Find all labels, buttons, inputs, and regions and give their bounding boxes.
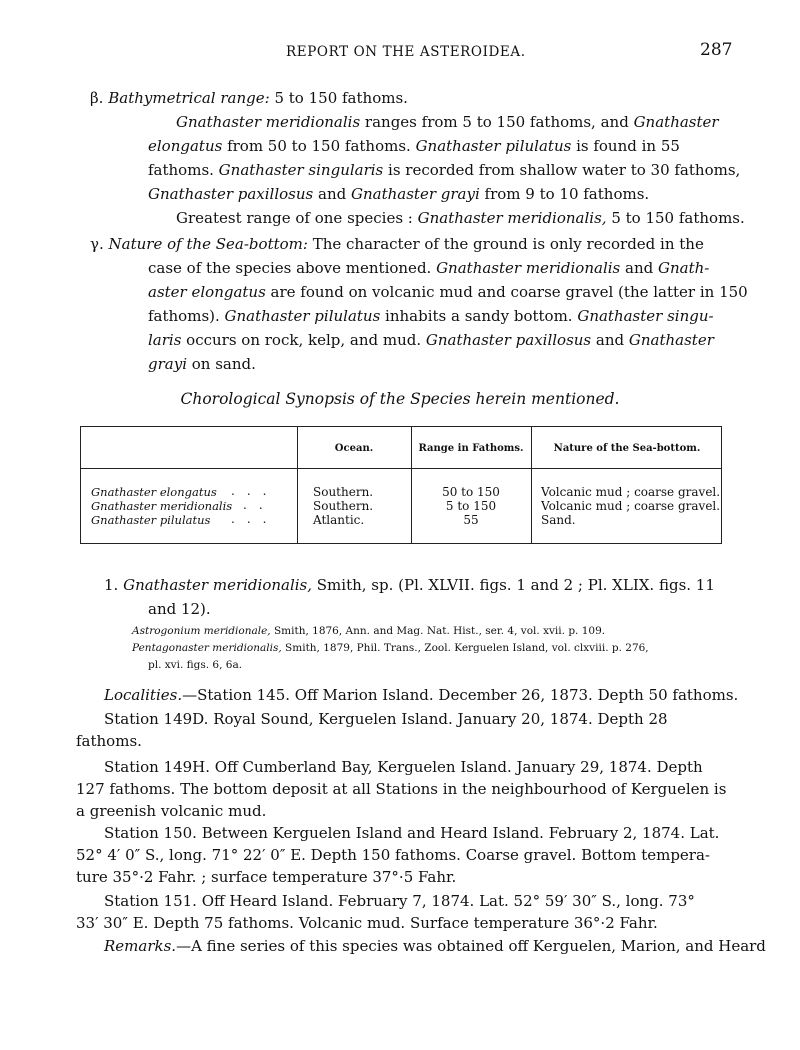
cell-range: 50 to 150 [442,485,500,499]
text-run: case of the species above mentioned. [148,259,437,277]
species-name: Gnathaster singu- [577,307,714,325]
beta-heading-line [90,86,408,110]
localities-line: fathoms. [76,732,142,750]
text-run: Smith, 1879, Phil. Trans., Zool. Kerguelen Island, vol. clxviii. p. 276, [281,642,649,654]
text-run: occurs on rock, kelp, and mud. [181,331,426,349]
text-run: and [591,331,629,349]
text-run: from 50 to 150 fathoms. [222,137,416,155]
species-name: Gnathaster [633,113,719,131]
species-name: Gnathaster grayi [351,185,480,203]
cell-ocean: Southern. [313,499,374,513]
cell-bottom: Volcanic mud ; coarse gravel. [541,485,721,499]
text-run: from 9 to 10 fathoms. [479,185,650,203]
cell-species: Gnathaster elongatus [91,485,217,499]
synopsis-table [80,426,722,544]
text-run: on sand. [187,355,256,373]
text-run: The character of the ground is only recorded in the [307,235,704,253]
text-run: —A fine series of this species was obtained off Kerguelen, Marion, and Heard [176,937,766,955]
text-run: Smith, 1876, Ann. and Mag. Nat. Hist., ser. 4, vol. xvii. p. 109. [270,625,606,637]
beta-marker: β. [90,89,104,107]
gamma-line-5 [148,328,714,352]
localities-line: a greenish volcanic mud. [76,802,267,820]
header-bottom: Nature of the Sea-bottom. [553,443,701,454]
text-run: 5 to 150 fathoms. [606,209,745,227]
cell-ocean: Southern. [313,485,374,499]
leader-dots: .. [243,498,275,512]
species-name: Gnathaster meridionalis [436,259,621,277]
gamma-line-3 [148,280,748,304]
text-run: and [620,259,658,277]
localities-line: 33′ 30″ E. Depth 75 fathoms. Volcanic mud. Surface temperature 36°·2 Fahr. [76,914,658,932]
localities-line: ture 35°·2 Fahr. ; surface temperature 37°·5 Fahr. [76,868,457,886]
gamma-marker: γ. [90,235,104,253]
species-name: Gnathaster pilulatus [415,137,572,155]
beta-line-4 [148,182,649,206]
species-name: aster elongatus [148,283,266,301]
beta-line-2 [148,134,680,158]
text-run: fathoms. [148,161,219,179]
cell-range: 55 [463,513,479,527]
species-name: grayi [148,355,187,373]
species-name: Gnath- [657,259,710,277]
entry-number: 1. [104,576,119,594]
synonym-line [132,623,605,640]
species-name: Gnathaster meridionalis, [417,209,607,227]
text-run: is recorded from shallow water to 30 fathoms, [383,161,741,179]
table-header-rule [81,468,721,469]
text-run: is found in 55 [571,137,680,155]
species-name: Gnathaster paxillosus [425,331,592,349]
species-name: Gnathaster meridionalis [176,113,361,131]
cell-ocean: Atlantic. [313,513,365,527]
species-name: Gnathaster meridionalis, [123,576,313,594]
cell-bottom: Sand. [541,513,576,527]
species-name: Gnathaster singularis [218,161,384,179]
text-run: Smith, sp. (Pl. XLVII. figs. 1 and 2 ; Pl. XLIX. figs. 11 [312,576,715,594]
text-run: are found on volcanic mud and coarse gravel (the latter in 150 [265,283,748,301]
text-run: fathoms). [148,307,225,325]
species-name: Gnathaster [628,331,714,349]
header-range: Range in Fathoms. [418,443,524,454]
cell-range: 5 to 150 [445,499,497,513]
beta-heading: Bathymetrical range: [108,89,270,107]
localities-line: Station 149D. Royal Sound, Kerguelen Island. January 20, 1874. Depth 28 [104,710,668,728]
species-entry-line-1 [104,573,715,597]
cell-species: Gnathaster pilulatus [91,513,211,527]
cell-bottom: Volcanic mud ; coarse gravel. [541,499,721,513]
leader-dots: ... [231,512,279,526]
header-ocean: Ocean. [334,443,374,454]
species-name: elongatus [148,137,223,155]
localities-line: Station 151. Off Heard Island. February 7, 1874. Lat. 52° 59′ 30″ S., long. 73° [104,892,695,910]
synonym-line [148,657,242,674]
beta-range: 5 to 150 fathoms. [274,89,408,107]
text-run: —Station 145. Off Marion Island. December 26, 1873. Depth 50 fathoms. [182,686,739,704]
localities-line: 52° 4′ 0″ S., long. 71° 22′ 0″ E. Depth 150 fathoms. Coarse gravel. Bottom tempera- [76,846,710,864]
remarks-line [104,934,766,958]
synonym-name: Pentagonaster meridionalis, [132,642,282,654]
beta-line-1 [176,110,719,134]
localities-line: Station 150. Between Kerguelen Island and Heard Island. February 2, 1874. Lat. [104,824,720,842]
gamma-heading-line [90,232,704,256]
synonym-name: Astrogonium meridionale, [132,625,271,637]
localities-line [104,683,738,707]
running-title: REPORT ON THE ASTEROIDEA. [286,44,526,60]
localities-label: Localities. [104,686,183,704]
localities-line: Station 149H. Off Cumberland Bay, Kerguelen Island. January 29, 1874. Depth [104,758,703,776]
beta-line-3 [148,158,740,182]
localities-line: 127 fathoms. The bottom deposit at all Stations in the neighbourhood of Kerguelen is [76,780,727,798]
page-number: 287 [700,40,733,60]
text-run: Greatest range of one species : [176,209,418,227]
leader-dots: ... [231,484,279,498]
running-header [0,40,800,68]
gamma-line-2 [148,256,709,280]
text-run: pl. xvi. figs. 6, 6a. [148,659,243,671]
synonym-line [132,640,649,657]
species-name: Gnathaster pilulatus [224,307,381,325]
table-caption: Chorological Synopsis of the Species herein mentioned. [180,390,620,408]
text-run: and [313,185,351,203]
text-run: ranges from 5 to 150 fathoms, and [360,113,634,131]
species-name: Gnathaster paxillosus [148,185,314,203]
species-name: laris [148,331,182,349]
gamma-line-6 [148,352,256,376]
gamma-line-4 [148,304,714,328]
species-entry-line-2: and 12). [148,600,211,618]
remarks-label: Remarks. [104,937,177,955]
text-run: inhabits a sandy bottom. [380,307,578,325]
gamma-heading: Nature of the Sea-bottom: [108,235,308,253]
beta-greatest-range [176,206,745,230]
cell-species: Gnathaster meridionalis [91,499,233,513]
